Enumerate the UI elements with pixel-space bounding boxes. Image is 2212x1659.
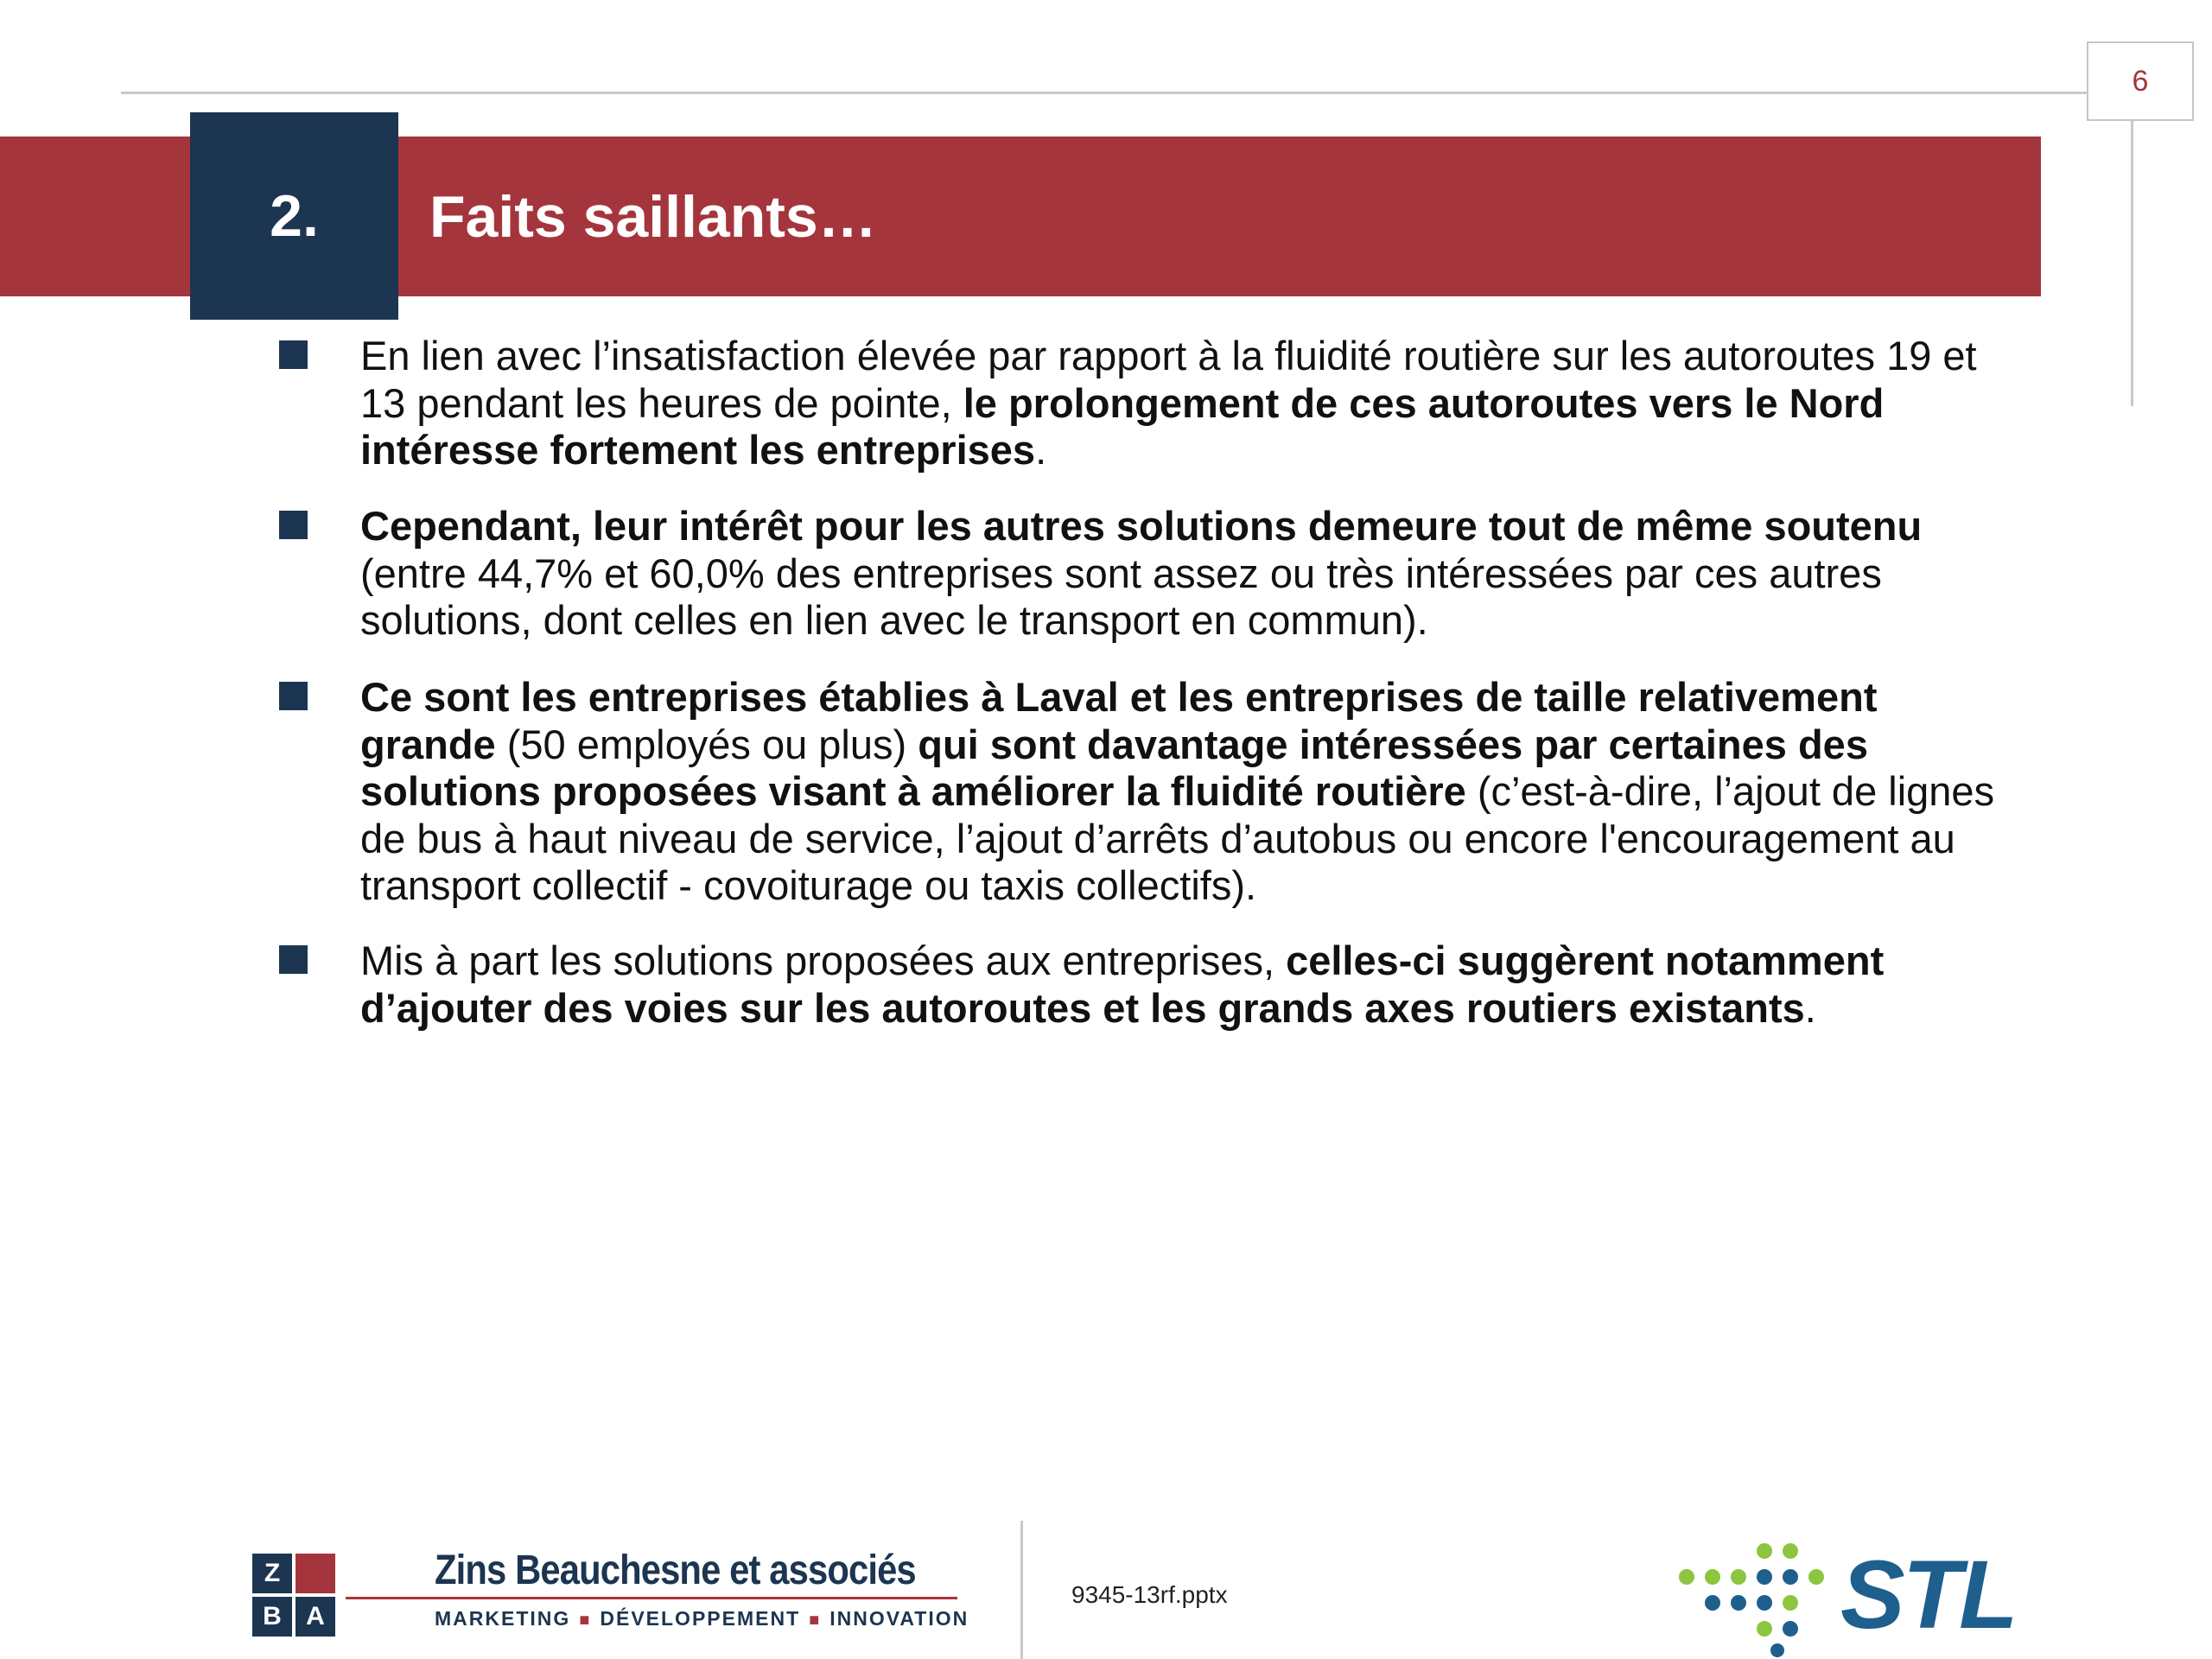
stl-dots-icon [1676,1529,1840,1659]
bullet-text [360,333,2019,474]
footer-filename: 9345-13rf.pptx [1071,1581,1228,1608]
bullet-text [360,674,2019,910]
slide-title: Faits saillants… [429,183,877,250]
bullet-text-emphasis: celles-ci suggèrent notamment d’ajouter des voies sur les autoroutes et les grands axes routiers existants [360,938,1885,1031]
zba-cell: Z [252,1554,292,1593]
tagline-separator-icon: ■ [579,1611,592,1630]
bullet-text-segment: . [1804,984,1816,1031]
tagline-item: MARKETING [435,1607,571,1630]
tagline-item: INNOVATION [830,1607,969,1630]
stl-logo: STL [1840,1541,2016,1649]
header-rule [121,92,2087,94]
footer-divider [1020,1521,1023,1659]
bullet-square-icon [279,682,308,710]
bullet-text-segment: . [1035,427,1047,473]
bullet-text [360,938,2019,1032]
zba-cell [296,1554,335,1593]
bullet-text [360,503,2019,645]
tagline-item: DÉVELOPPEMENT [600,1607,801,1630]
bullet-square-icon [279,340,308,369]
bullet-text-emphasis: Ce sont les entreprises établies à Laval et les entreprises de taille relativement grande [360,674,1878,767]
zba-logo-icon [252,1554,339,1640]
zba-logo-rule [346,1597,957,1599]
company-tagline [435,1607,969,1630]
bullet-square-icon [279,511,308,539]
bullet-text-segment: (entre 44,7% et 60,0% des entreprises sont assez ou très intéressées par ces autres solutions, dont celles en lien avec le transport en commun). [360,550,1882,643]
bullet-text-emphasis: le prolongement de ces autoroutes vers le Nord intéresse fortement les entreprises [360,379,1885,473]
zba-cell: A [296,1597,335,1637]
company-name: Zins Beauchesne et associés [435,1548,916,1593]
bullet-square-icon [279,945,308,974]
bullet-text-segment: (c’est-à-dire, l’ajout de lignes de bus à haut niveau de service, l’ajout d’arrêts d’autobus ou encore l'encouragement au transport collectif - covoiturage ou taxis collectifs). [360,768,1995,908]
header-vertical-rule [2131,121,2133,406]
tagline-separator-icon: ■ [809,1611,822,1630]
bullet-text-emphasis: Cependant, leur intérêt pour les autres solutions demeure tout de même soutenu [360,503,1923,549]
bullet-text-segment: Mis à part les solutions proposées aux entreprises, [360,938,1287,983]
zba-cell: B [252,1597,292,1637]
section-number: 2. [190,112,398,320]
page-number: 6 [2087,41,2194,121]
bullet-text-emphasis: qui sont davantage intéressées par certaines des solutions proposées visant à améliorer la fluidité routière [360,721,1868,814]
bullet-text-segment: (50 employés ou plus) [495,721,918,767]
bullet-text-segment: En lien avec l’insatisfaction élevée par rapport à la fluidité routière sur les autoroutes 19 et 13 pendant les heures de pointe, [360,333,1977,426]
